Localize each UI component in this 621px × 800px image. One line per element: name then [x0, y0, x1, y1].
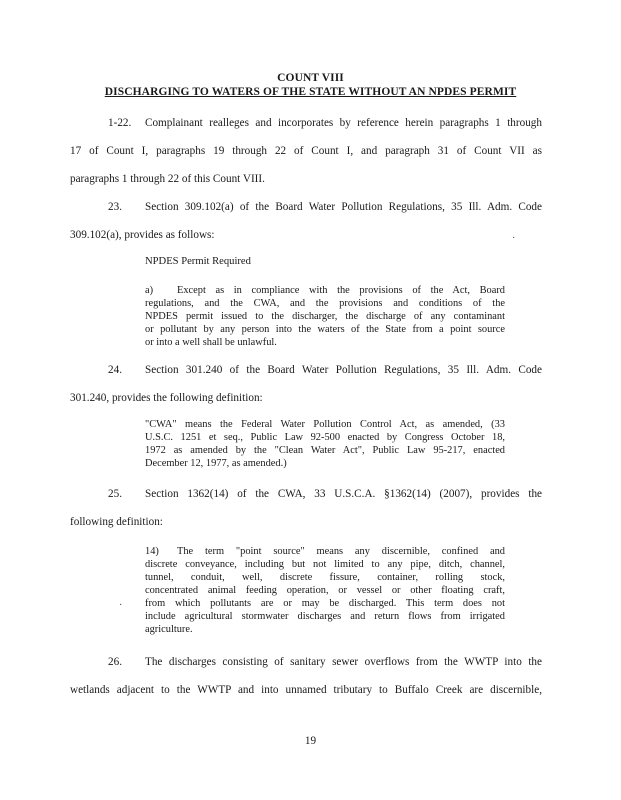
quote-label: a): [145, 285, 154, 296]
scan-speck: ·: [119, 600, 123, 611]
quote-line: regulations, and the CWA, and the provisions and conditions of the: [145, 298, 505, 309]
paragraph-line: Section 1362(14) of the CWA, 33 U.S.C.A. §1362(14) (2007), provides the: [145, 488, 542, 500]
quote-line: or pollutant by any person into the waters of the State from a point source: [145, 324, 505, 335]
quote-line: include agricultural stormwater discharges and return flows from irrigated: [145, 611, 505, 622]
quote-title: NPDES Permit Required: [145, 256, 251, 267]
scan-speck: ·: [512, 233, 516, 244]
quote-line: or into a well shall be unlawful.: [145, 337, 277, 348]
paragraph-line: paragraphs 1 through 22 of this Count VIII.: [70, 173, 265, 185]
quote-line: concentrated animal feeding operation, or vessel or other floating craft,: [145, 585, 505, 596]
paragraph-number: 1-22.: [108, 117, 132, 129]
paragraph-number: 23.: [108, 201, 122, 213]
quote-label: 14): [145, 546, 159, 557]
quote-line: agriculture.: [145, 624, 193, 635]
quote-line: U.S.C. 1251 et seq., Public Law 92-500 enacted by Congress October 18,: [145, 432, 505, 443]
paragraph-line: Section 301.240 of the Board Water Pollution Regulations, 35 Ill. Adm. Code: [145, 364, 542, 376]
paragraph-line: 309.102(a), provides as follows:: [70, 229, 215, 241]
quote-line: NPDES permit issued to the discharger, the discharge of any contaminant: [145, 311, 505, 322]
count-title: COUNT VIII: [277, 72, 344, 84]
page-number: 19: [304, 735, 317, 747]
paragraph-line: Section 309.102(a) of the Board Water Pollution Regulations, 35 Ill. Adm. Code: [145, 201, 542, 213]
quote-line: 1972 as amended by the "Clean Water Act", Public Law 95-217, enacted: [145, 445, 505, 456]
quote-line: Except as in compliance with the provisions of the Act, Board: [177, 285, 505, 296]
paragraph-number: 25.: [108, 488, 122, 500]
paragraph-line: The discharges consisting of sanitary sewer overflows from the WWTP into the: [145, 656, 542, 668]
quote-line: "CWA" means the Federal Water Pollution Control Act, as amended, (33: [145, 419, 505, 430]
count-subtitle: DISCHARGING TO WATERS OF THE STATE WITHOUT AN NPDES PERMIT: [104, 86, 517, 98]
paragraph-line: Complainant realleges and incorporates by reference herein paragraphs 1 through: [145, 117, 542, 129]
quote-line: The term "point source" means any discernible, confined and: [177, 546, 505, 557]
paragraph-line: 301.240, provides the following definition:: [70, 392, 263, 404]
paragraph-number: 24.: [108, 364, 122, 376]
quote-line: discrete conveyance, including but not limited to any pipe, ditch, channel,: [145, 559, 505, 570]
paragraph-number: 26.: [108, 656, 122, 668]
quote-line: from which pollutants are or may be discharged. This term does not: [145, 598, 505, 609]
paragraph-line: following definition:: [70, 516, 163, 528]
quote-line: tunnel, conduit, well, discrete fissure, container, rolling stock,: [145, 572, 505, 583]
quote-line: December 12, 1977, as amended.): [145, 458, 287, 469]
paragraph-line: wetlands adjacent to the WWTP and into unnamed tributary to Buffalo Creek are discernible,: [70, 684, 542, 696]
paragraph-line: 17 of Count I, paragraphs 19 through 22 of Count I, and paragraph 31 of Count VII as: [70, 145, 542, 157]
